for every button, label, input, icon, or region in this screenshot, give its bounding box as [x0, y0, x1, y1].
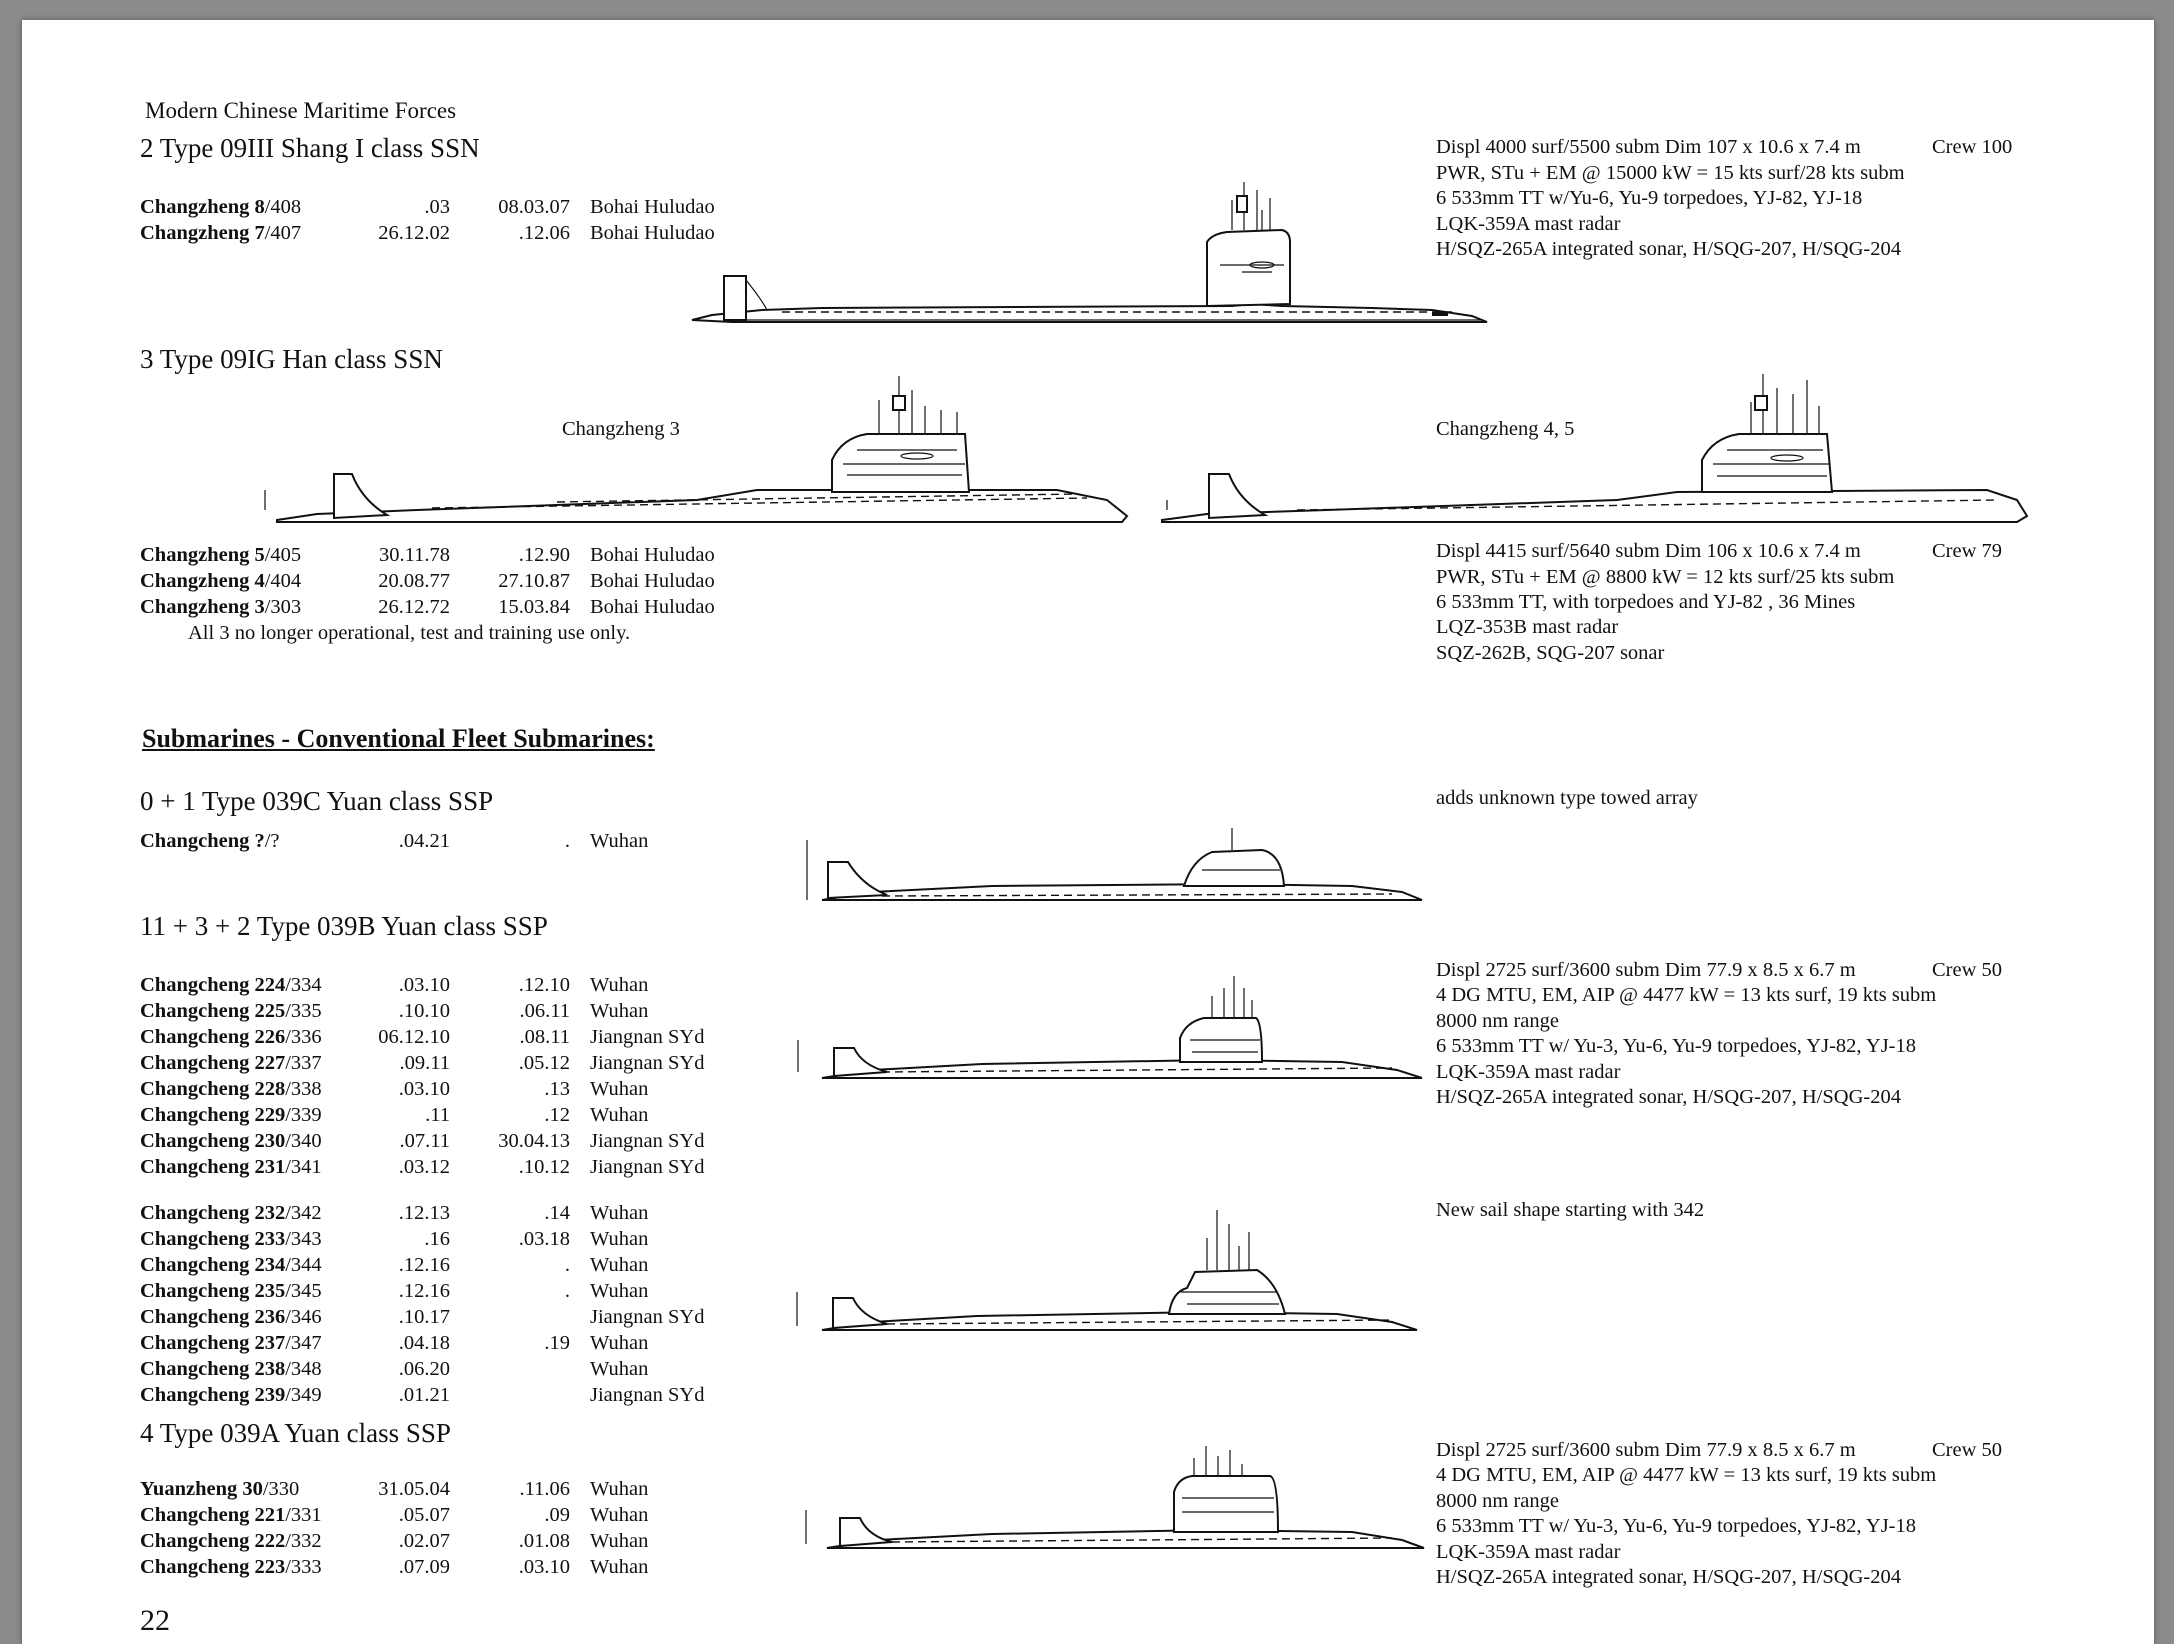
submarine-profile-039b-new-sail — [777, 1192, 1427, 1342]
submarine-profile-039b — [782, 960, 1432, 1090]
spec-note-039c: adds unknown type towed array — [1436, 787, 1698, 809]
spec-note-sail: New sail shape starting with 342 — [1436, 1199, 1705, 1221]
crew-count: Crew 100 — [1932, 136, 2013, 158]
class-title-039a: 4 Type 039A Yuan class SSP — [140, 1418, 451, 1448]
drawing-caption-changzheng-4-5: Changzheng 4, 5 — [1436, 418, 1575, 440]
class-title-han: 3 Type 09IG Han class SSN — [140, 344, 443, 374]
submarine-profile-039c — [792, 800, 1432, 910]
document-page: Modern Chinese Maritime Forces 2 Type 09III Shang I class SSN Changzheng 8/408 .03 08.03.07 Bohai Huludao Changzheng 7/407 26.12.02 .12.06 Bohai Huludao Displ 4000 surf/5500 subm Dim 107 x 10.6 x 7.4 m PWR, STu + EM @ 15000 kW = 15 kts surf/28 kts subm 6 533mm TT w/Yu-6, Yu-9 torpedoes, YJ-82, YJ-18 LQK-359A mast radar H/SQZ-265A integrated sonar, H/SQG-207, H/SQG-204 Crew 100 3 Type 09IG Han class SSN Changzheng 3 Changzheng 4, 5 Changzheng 5/405 30.11.78 .12.90 Bohai Huludao Changzheng 4/404 20.08.77 27.10.87 Bohai Huludao Changzheng 3/303 26.12.72 15.03.84 Bohai Huludao All 3 no longer operational, test and training use only. Displ 4415 surf/5640 subm Dim 106 x 10.6 x 7.4 m PWR, STu + EM @ 8800 kW = 12 kts surf/25 kts subm 6 533mm TT, with torpedoes and YJ-82 , 36 Mines LQZ-353B mast radar SQZ-262B, SQG-207 sonar Crew 79 Submarines - Conventional Fleet Submarines: 0 + 1 Type 039C Yuan class SSP Changcheng ?/? .04.21 . Wuhan adds unknown type towed array 11 + 3 + 2 Type 039B Yuan class SSP Changcheng 224/334 .03.10 .12.10 Wuhan Changcheng 225/335 .10.10 .06.11 Wuhan Changcheng 226/336 06.12.10 .08.11 Jiangnan SYd Changcheng 227/337 .09.11 .05.12 Jiangnan SYd Changcheng 228/338 .03.10 .13 Wuhan Changcheng 229/339 .11 .12 Wuhan Changcheng 230/340 .07.11 30.04.13 Jiangnan SYd Changcheng 231/341 .03.12 .10.12 Jiangnan SYd Changcheng 232/342 .12.13 .14 Wuhan Changcheng 233/343 .16 .03.18 Wuhan Changcheng 234/344 .12.16 . Wuhan Changcheng 235/345 .12.16 . Wuhan Changcheng 236/346 .10.17 Jiangnan SYd Changcheng 237/347 .04.18 .19 Wuhan Changcheng 238/348 .06.20 Wuhan Changcheng 239/349 .01.21 Jiangnan SYd Displ 2725 surf/3600 subm Dim 77.9 x 8.5 x 6.7 m 4 DG MTU, EM, AIP @ 4477 kW = 13 kts surf, 19 kts subm 8000 nm range 6 533mm TT w/ Yu-3, Yu-6, Yu-9 torpedoes, YJ-82, YJ-18 LQK-359A mast radar H/SQZ-265A integrated sonar, H/SQG-207, H/SQG-204 Crew 50 New sail shape starting with 342 4 Type 039A Yuan class SSP Yuanzheng 30/330 31.05.04 .11.06 Wuhan Changcheng 221/331 .05.07 .09 Wuhan Changcheng 222/332 .02.07 .01.08 Wuhan Changcheng 223/333 .07.09 .03.10 Wuhan Displ 2725 surf/3600 subm Dim 77.9 x 8.5 x 6.7 m 4 DG MTU, EM, AIP @ 4477 kW = 13 kts surf, 19 kts subm 8000 nm range 6 533mm TT w/ Yu-3, Yu-6, Yu-9 torpedoes, YJ-82, YJ-18 LQK-359A mast radar H/SQZ-265A integrated sonar, H/SQG-207, H/SQG-204 Crew 50 22 — [22, 20, 2154, 1644]
crew-count: Crew 50 — [1932, 1439, 2003, 1461]
page-number: 22 — [140, 1604, 170, 1637]
submarine-profile-han-changzheng-3 — [257, 350, 1132, 530]
status-note: All 3 no longer operational, test and training use only. — [188, 622, 631, 644]
running-header: Modern Chinese Maritime Forces — [145, 98, 457, 123]
class-title-039b: 11 + 3 + 2 Type 039B Yuan class SSP — [140, 911, 548, 941]
crew-count: Crew 50 — [1932, 959, 2003, 981]
drawing-caption-changzheng-3: Changzheng 3 — [562, 418, 680, 440]
class-title-039c: 0 + 1 Type 039C Yuan class SSP — [140, 786, 494, 816]
submarine-profile-039a — [792, 1420, 1432, 1560]
submarine-profile-han-changzheng-4-5 — [1147, 350, 2027, 530]
crew-count: Crew 79 — [1932, 540, 2003, 562]
section-heading: Submarines - Conventional Fleet Submarines: — [142, 724, 655, 753]
submarine-profile-shang — [672, 170, 1502, 330]
class-title-shang: 2 Type 09III Shang I class SSN — [140, 133, 480, 163]
